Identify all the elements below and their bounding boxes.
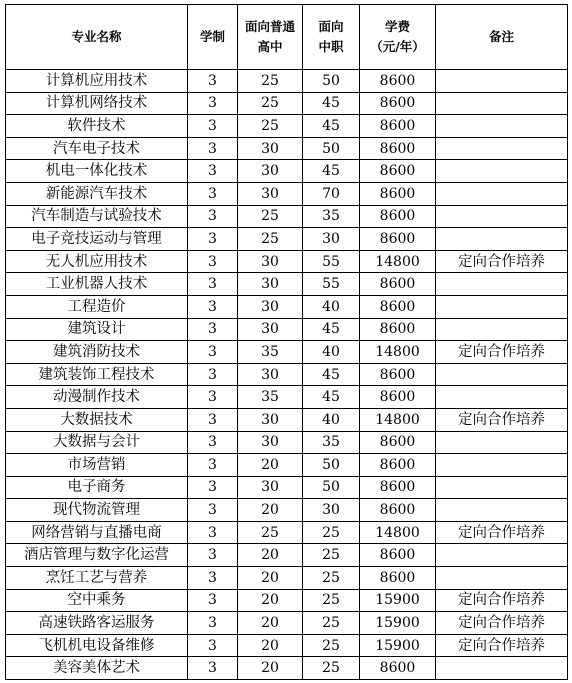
- cell-high-school-quota: 20: [238, 454, 303, 477]
- cell-major-name: 建筑设计: [6, 318, 188, 341]
- cell-major-name: 计算机网络技术: [6, 92, 188, 115]
- cell-tuition-fee: 8600: [360, 92, 436, 115]
- cell-remark: 定向合作培养: [436, 589, 568, 612]
- cell-vocational-quota: 45: [303, 92, 360, 115]
- cell-vocational-quota: 30: [303, 499, 360, 522]
- cell-high-school-quota: 25: [238, 115, 303, 138]
- cell-remark: [436, 386, 568, 409]
- table-row: [6, 363, 568, 386]
- cell-remark: [436, 318, 568, 341]
- cell-vocational-quota: 45: [303, 386, 360, 409]
- table-row: [6, 182, 568, 205]
- table-row: [6, 341, 568, 364]
- cell-remark: 定向合作培养: [436, 250, 568, 273]
- cell-remark: 定向合作培养: [436, 521, 568, 544]
- cell-major-name: 美容美体艺术: [6, 657, 188, 680]
- cell-high-school-quota: 30: [238, 476, 303, 499]
- table-row: [6, 318, 568, 341]
- cell-high-school-quota: 20: [238, 589, 303, 612]
- table-row: [6, 250, 568, 273]
- cell-duration: 3: [188, 160, 238, 183]
- cell-duration: 3: [188, 589, 238, 612]
- cell-tuition-fee: 14800: [360, 521, 436, 544]
- cell-tuition-fee: 8600: [360, 657, 436, 680]
- cell-major-name: 工程造价: [6, 295, 188, 318]
- cell-major-name: 市场营销: [6, 454, 188, 477]
- cell-high-school-quota: 20: [238, 499, 303, 522]
- cell-vocational-quota: 55: [303, 273, 360, 296]
- cell-major-name: 电子商务: [6, 476, 188, 499]
- cell-vocational-quota: 50: [303, 137, 360, 160]
- cell-remark: [436, 92, 568, 115]
- header-tuition-fee: [360, 5, 436, 70]
- cell-tuition-fee: 8600: [360, 363, 436, 386]
- cell-duration: 3: [188, 544, 238, 567]
- cell-vocational-quota: 50: [303, 454, 360, 477]
- cell-high-school-quota: 30: [238, 250, 303, 273]
- cell-tuition-fee: 8600: [360, 431, 436, 454]
- cell-duration: 3: [188, 431, 238, 454]
- cell-duration: 3: [188, 341, 238, 364]
- cell-major-name: 高速铁路客运服务: [6, 612, 188, 635]
- cell-duration: 3: [188, 182, 238, 205]
- cell-remark: [436, 273, 568, 296]
- table-row: [6, 228, 568, 251]
- cell-duration: 3: [188, 137, 238, 160]
- cell-major-name: 建筑消防技术: [6, 341, 188, 364]
- table-row: [6, 431, 568, 454]
- cell-tuition-fee: 8600: [360, 318, 436, 341]
- cell-high-school-quota: 30: [238, 182, 303, 205]
- cell-vocational-quota: 25: [303, 612, 360, 635]
- cell-major-name: 建筑装饰工程技术: [6, 363, 188, 386]
- cell-major-name: 工业机器人技术: [6, 273, 188, 296]
- table-row: [6, 589, 568, 612]
- cell-major-name: 无人机应用技术: [6, 250, 188, 273]
- table-row: [6, 160, 568, 183]
- cell-vocational-quota: 50: [303, 70, 360, 93]
- cell-major-name: 汽车制造与试验技术: [6, 205, 188, 228]
- cell-remark: [436, 160, 568, 183]
- cell-major-name: 大数据技术: [6, 408, 188, 431]
- table-header: [6, 5, 568, 70]
- cell-remark: [436, 363, 568, 386]
- cell-duration: 3: [188, 115, 238, 138]
- header-high-school-line2: 高中: [257, 39, 283, 54]
- cell-vocational-quota: 25: [303, 589, 360, 612]
- header-fee-line1: 学费: [384, 19, 410, 34]
- cell-high-school-quota: 30: [238, 408, 303, 431]
- cell-tuition-fee: 15900: [360, 634, 436, 657]
- cell-high-school-quota: 30: [238, 431, 303, 454]
- table-row: [6, 634, 568, 657]
- cell-remark: [436, 499, 568, 522]
- cell-duration: 3: [188, 408, 238, 431]
- cell-vocational-quota: 45: [303, 160, 360, 183]
- cell-tuition-fee: 8600: [360, 544, 436, 567]
- cell-tuition-fee: 8600: [360, 567, 436, 590]
- cell-remark: [436, 228, 568, 251]
- cell-tuition-fee: 8600: [360, 137, 436, 160]
- cell-vocational-quota: 25: [303, 544, 360, 567]
- cell-vocational-quota: 30: [303, 228, 360, 251]
- cell-vocational-quota: 25: [303, 567, 360, 590]
- cell-remark: [436, 544, 568, 567]
- table-row: [6, 386, 568, 409]
- cell-remark: [436, 205, 568, 228]
- cell-remark: [436, 137, 568, 160]
- cell-major-name: 电子竞技运动与管理: [6, 228, 188, 251]
- table-row: [6, 295, 568, 318]
- cell-vocational-quota: 25: [303, 521, 360, 544]
- table-row: [6, 92, 568, 115]
- cell-duration: 3: [188, 92, 238, 115]
- cell-vocational-quota: 40: [303, 408, 360, 431]
- cell-vocational-quota: 45: [303, 363, 360, 386]
- table-row: [6, 521, 568, 544]
- cell-duration: 3: [188, 363, 238, 386]
- cell-duration: 3: [188, 567, 238, 590]
- cell-remark: 定向合作培养: [436, 634, 568, 657]
- table-row: [6, 499, 568, 522]
- cell-major-name: 动漫制作技术: [6, 386, 188, 409]
- cell-vocational-quota: 55: [303, 250, 360, 273]
- cell-major-name: 飞机机电设备维修: [6, 634, 188, 657]
- header-high-school-quota: [238, 5, 303, 70]
- cell-high-school-quota: 20: [238, 657, 303, 680]
- cell-remark: 定向合作培养: [436, 341, 568, 364]
- cell-high-school-quota: 30: [238, 273, 303, 296]
- cell-duration: 3: [188, 499, 238, 522]
- cell-tuition-fee: 8600: [360, 273, 436, 296]
- cell-tuition-fee: 8600: [360, 70, 436, 93]
- cell-major-name: 计算机应用技术: [6, 70, 188, 93]
- cell-remark: [436, 70, 568, 93]
- cell-duration: 3: [188, 476, 238, 499]
- cell-high-school-quota: 20: [238, 567, 303, 590]
- cell-tuition-fee: 15900: [360, 612, 436, 635]
- cell-duration: 3: [188, 295, 238, 318]
- cell-tuition-fee: 14800: [360, 341, 436, 364]
- cell-high-school-quota: 30: [238, 137, 303, 160]
- cell-vocational-quota: 40: [303, 341, 360, 364]
- cell-major-name: 现代物流管理: [6, 499, 188, 522]
- cell-vocational-quota: 40: [303, 295, 360, 318]
- cell-high-school-quota: 20: [238, 612, 303, 635]
- table-row: [6, 657, 568, 680]
- cell-major-name: 网络营销与直播电商: [6, 521, 188, 544]
- header-vocational-line2: 中职: [318, 39, 344, 54]
- cell-high-school-quota: 25: [238, 70, 303, 93]
- cell-high-school-quota: 30: [238, 295, 303, 318]
- cell-tuition-fee: 8600: [360, 205, 436, 228]
- cell-tuition-fee: 8600: [360, 476, 436, 499]
- header-vocational-quota: [303, 5, 360, 70]
- cell-duration: 3: [188, 70, 238, 93]
- cell-high-school-quota: 30: [238, 160, 303, 183]
- cell-major-name: 汽车电子技术: [6, 137, 188, 160]
- cell-high-school-quota: 25: [238, 521, 303, 544]
- cell-tuition-fee: 14800: [360, 250, 436, 273]
- cell-high-school-quota: 25: [238, 205, 303, 228]
- table-row: [6, 612, 568, 635]
- cell-tuition-fee: 8600: [360, 386, 436, 409]
- table-row: [6, 205, 568, 228]
- cell-remark: [436, 476, 568, 499]
- cell-tuition-fee: 8600: [360, 182, 436, 205]
- cell-duration: 3: [188, 318, 238, 341]
- header-high-school-line1: 面向普通: [244, 19, 295, 34]
- cell-tuition-fee: 8600: [360, 295, 436, 318]
- cell-remark: [436, 454, 568, 477]
- table-row: [6, 476, 568, 499]
- cell-high-school-quota: 20: [238, 544, 303, 567]
- cell-high-school-quota: 35: [238, 341, 303, 364]
- cell-high-school-quota: 30: [238, 363, 303, 386]
- table-row: [6, 137, 568, 160]
- cell-major-name: 酒店管理与数字化运营: [6, 544, 188, 567]
- header-vocational-line1: 面向: [318, 19, 344, 34]
- cell-high-school-quota: 20: [238, 634, 303, 657]
- cell-remark: 定向合作培养: [436, 408, 568, 431]
- cell-vocational-quota: 50: [303, 476, 360, 499]
- cell-vocational-quota: 25: [303, 657, 360, 680]
- cell-duration: 3: [188, 250, 238, 273]
- cell-tuition-fee: 8600: [360, 228, 436, 251]
- table-row: [6, 454, 568, 477]
- cell-vocational-quota: 70: [303, 182, 360, 205]
- header-fee-line2: （元/年）: [370, 39, 425, 54]
- table-row: [6, 115, 568, 138]
- cell-remark: [436, 182, 568, 205]
- cell-tuition-fee: 14800: [360, 408, 436, 431]
- cell-vocational-quota: 35: [303, 431, 360, 454]
- cell-vocational-quota: 35: [303, 205, 360, 228]
- cell-tuition-fee: 8600: [360, 499, 436, 522]
- cell-high-school-quota: 30: [238, 318, 303, 341]
- cell-remark: [436, 657, 568, 680]
- cell-major-name: 机电一体化技术: [6, 160, 188, 183]
- cell-remark: [436, 115, 568, 138]
- header-remark: 备注: [436, 5, 568, 70]
- cell-duration: 3: [188, 228, 238, 251]
- table-row: [6, 70, 568, 93]
- cell-vocational-quota: 45: [303, 115, 360, 138]
- majors-table: [5, 4, 568, 680]
- table-row: [6, 544, 568, 567]
- cell-major-name: 烹饪工艺与营养: [6, 567, 188, 590]
- table-row: [6, 408, 568, 431]
- table-row: [6, 567, 568, 590]
- cell-remark: [436, 295, 568, 318]
- cell-high-school-quota: 25: [238, 228, 303, 251]
- document: [5, 4, 567, 680]
- cell-duration: 3: [188, 454, 238, 477]
- cell-high-school-quota: 35: [238, 386, 303, 409]
- cell-duration: 3: [188, 612, 238, 635]
- cell-vocational-quota: 25: [303, 634, 360, 657]
- cell-tuition-fee: 8600: [360, 115, 436, 138]
- cell-remark: [436, 567, 568, 590]
- cell-duration: 3: [188, 634, 238, 657]
- header-row: [6, 5, 568, 70]
- cell-duration: 3: [188, 657, 238, 680]
- cell-duration: 3: [188, 521, 238, 544]
- cell-tuition-fee: 15900: [360, 589, 436, 612]
- cell-remark: 定向合作培养: [436, 612, 568, 635]
- cell-major-name: 软件技术: [6, 115, 188, 138]
- cell-duration: 3: [188, 386, 238, 409]
- table-row: [6, 273, 568, 296]
- cell-tuition-fee: 8600: [360, 160, 436, 183]
- table-body: [6, 70, 568, 680]
- cell-vocational-quota: 45: [303, 318, 360, 341]
- cell-duration: 3: [188, 205, 238, 228]
- cell-major-name: 新能源汽车技术: [6, 182, 188, 205]
- cell-tuition-fee: 8600: [360, 454, 436, 477]
- cell-duration: 3: [188, 273, 238, 296]
- header-duration: 学制: [188, 5, 238, 70]
- cell-remark: [436, 431, 568, 454]
- cell-major-name: 大数据与会计: [6, 431, 188, 454]
- cell-major-name: 空中乘务: [6, 589, 188, 612]
- cell-high-school-quota: 25: [238, 92, 303, 115]
- header-major-name: 专业名称: [6, 5, 188, 70]
